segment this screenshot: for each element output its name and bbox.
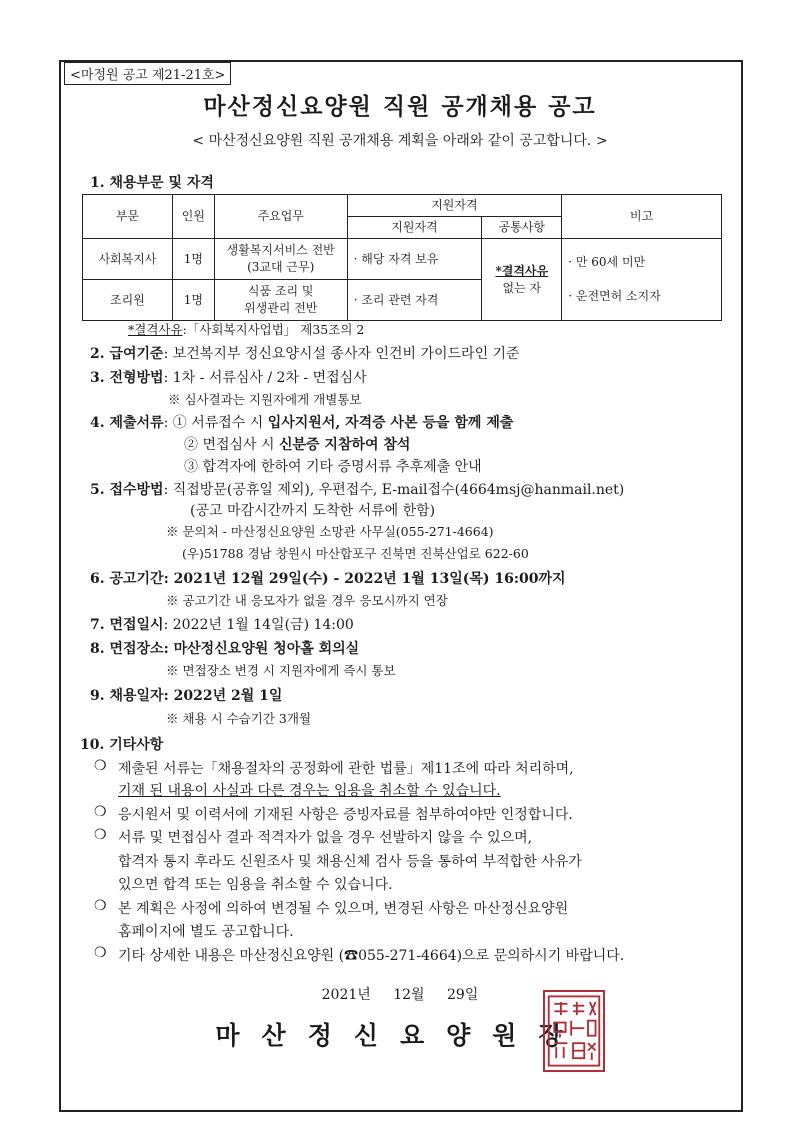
- cell-department: 조리원: [83, 280, 173, 321]
- section7-text: : 2022년 1월 14일(금) 14:00: [163, 617, 354, 633]
- document-date: 2021년 12월 29일: [321, 987, 479, 1003]
- section4-label: 4. 제출서류: [90, 415, 164, 431]
- section4-item2-prefix: ② 면접심사 시: [184, 437, 279, 453]
- section3-text: : 1차 - 서류심사 / 2차 - 면접심사: [163, 370, 367, 386]
- section9-text: : 2022년 2월 1일: [163, 688, 283, 704]
- bullet-icon: ❍: [94, 945, 107, 961]
- section3-note: ※ 심사결과는 지원자에게 개별통보: [168, 392, 362, 407]
- section10-item4-line1: 본 계획은 사정에 의하여 변경될 수 있으며, 변경된 사항은 마산정신요양원: [118, 901, 569, 917]
- header-common: 공통사항: [482, 217, 562, 239]
- document-subtitle: < 마산정신요양원 직원 공개채용 계획을 아래와 같이 공고합니다. >: [192, 133, 608, 149]
- section10-item2: 응시원서 및 이력서에 기재된 사항은 증빙자료를 첨부하여야만 인정합니다.: [118, 807, 573, 823]
- section9-note: ※ 채용 시 수습기간 3개월: [166, 711, 312, 726]
- section2-label: 2. 급여기준: [90, 346, 164, 362]
- section4: [90, 412, 513, 432]
- section5-contact: ※ 문의처 - 마산정신요양원 소망관 사무실(055-271-4664): [166, 524, 494, 539]
- section8-text: : 마산정신요양원 청아홀 회의실: [163, 641, 360, 657]
- official-seal-icon: [543, 990, 605, 1072]
- section5-text: : 직접방문(공휴일 제외), 우편접수, E-mail접수(4664msj@hanmail.net): [163, 482, 625, 498]
- table-row: [83, 239, 722, 280]
- section10-label: 10. 기타사항: [80, 737, 164, 753]
- cell-qualification: · 해당 자격 보유: [347, 239, 482, 280]
- section4-item2-bold: 신분증 지참하여 참석: [278, 437, 411, 453]
- document-title: 마산정신요양원 직원 공개채용 공고: [203, 93, 597, 120]
- cell-department: 사회복지사: [83, 239, 173, 280]
- section1-heading: 1. 채용부문 및 자격: [90, 175, 214, 191]
- section10-item5: 기타 상세한 내용은 마산정신요양원 (☎055-271-4664)으로 문의하시기 바랍니다.: [118, 948, 625, 964]
- requirements-table: [82, 194, 722, 321]
- section7-label: 7. 면접일시: [90, 617, 164, 633]
- section9: [90, 685, 282, 705]
- section8: [90, 638, 359, 658]
- cell-duties: [214, 239, 347, 280]
- header-qualification-group: 지원자격: [347, 195, 562, 217]
- section4-item3: ③ 합격자에 한하여 기타 증명서류 추후제출 안내: [184, 459, 482, 475]
- notice-number: <마정원 공고 제21-21호>: [64, 62, 231, 85]
- bullet-icon: ❍: [94, 758, 107, 774]
- cell-remarks: [562, 239, 722, 321]
- header-headcount: 인원: [172, 195, 214, 239]
- section4-item1-prefix: : ① 서류접수 시: [163, 415, 268, 431]
- section6: [90, 568, 566, 588]
- section5-address: (우)51788 경남 창원시 마산합포구 진북면 진북산업로 622-60: [182, 546, 529, 561]
- duties-line: 위생관리 전반: [244, 301, 318, 315]
- section8-note: ※ 면접장소 변경 시 지원자에게 즉시 통보: [166, 663, 396, 678]
- cell-common: [482, 239, 562, 321]
- bullet-icon: ❍: [94, 804, 107, 820]
- section10-item1-line2: 기재 된 내용이 사실과 다른 경우는 임용을 취소할 수 있습니다.: [118, 783, 501, 799]
- section5-text2: (공고 마감시간까지 도착한 서류에 한함): [190, 503, 436, 519]
- section10-item3-line3: 있으면 합격 또는 임용을 취소할 수 있습니다.: [118, 877, 393, 893]
- duties-line: (3교대 근무): [247, 260, 315, 274]
- section10-item3-line1: 서류 및 면접심사 결과 적격자가 없을 경우 선발하지 않을 수 있으며,: [118, 830, 533, 846]
- header-department: 부문: [83, 195, 173, 239]
- remarks-line: · 운전면허 소지자: [568, 289, 661, 303]
- section2-text: : 보건복지부 정신요양시설 종사자 인건비 가이드라인 기준: [163, 346, 520, 362]
- cell-qualification: · 조리 관련 자격: [347, 280, 482, 321]
- common-line: *결격사유: [495, 263, 549, 278]
- signer-name: 마산정신요양원장: [215, 1021, 585, 1050]
- header-remarks: 비고: [562, 195, 722, 239]
- duties-line: 생활복지서비스 전반: [226, 243, 335, 257]
- section6-note: ※ 공고기간 내 응모자가 없을 경우 응모시까지 연장: [166, 593, 448, 608]
- section5-label: 5. 접수방법: [90, 482, 164, 498]
- cell-headcount: 1명: [172, 280, 214, 321]
- bullet-icon: ❍: [94, 827, 107, 843]
- footnote-text: :「사회복지사업법」 제35조의 2: [182, 322, 365, 337]
- header-qualification: 지원자격: [347, 217, 482, 239]
- section3-label: 3. 전형방법: [90, 370, 164, 386]
- header-duties: 주요업무: [214, 195, 347, 239]
- bullet-icon: ❍: [94, 898, 107, 914]
- section10-item3-line2: 합격자 통지 후라도 신원조사 및 채용신체 검사 등을 통하여 부적합한 사유가: [118, 854, 582, 870]
- section5: [90, 479, 624, 499]
- section10-item4-line2: 홈페이지에 별도 공고합니다.: [118, 924, 294, 940]
- section10-item1-line1: 제출된 서류는「채용절차의 공정화에 관한 법률」제11조에 따라 처리하며,: [118, 761, 574, 777]
- section7: [90, 614, 354, 634]
- remarks-line: · 만 60세 미만: [568, 255, 646, 269]
- section4-item2: [184, 434, 410, 454]
- duties-line: 식품 조리 및: [247, 284, 314, 298]
- section8-label: 8. 면접장소: [90, 641, 164, 657]
- section1-footnote: [128, 320, 364, 338]
- footnote-label: *결격사유: [128, 322, 183, 337]
- common-line: 없는 자: [502, 280, 542, 295]
- section6-label: 6. 공고기간: [90, 571, 164, 587]
- section6-text: : 2021년 12월 29일(수) - 2022년 1월 13일(목) 16:00까지: [163, 571, 566, 587]
- cell-headcount: 1명: [172, 239, 214, 280]
- section2: [90, 343, 520, 363]
- cell-duties: [214, 280, 347, 321]
- section3: [90, 367, 367, 387]
- section4-item1-bold: 입사지원서, 자격증 사본 등을 함께 제출: [267, 415, 514, 431]
- section9-label: 9. 채용일자: [90, 688, 164, 704]
